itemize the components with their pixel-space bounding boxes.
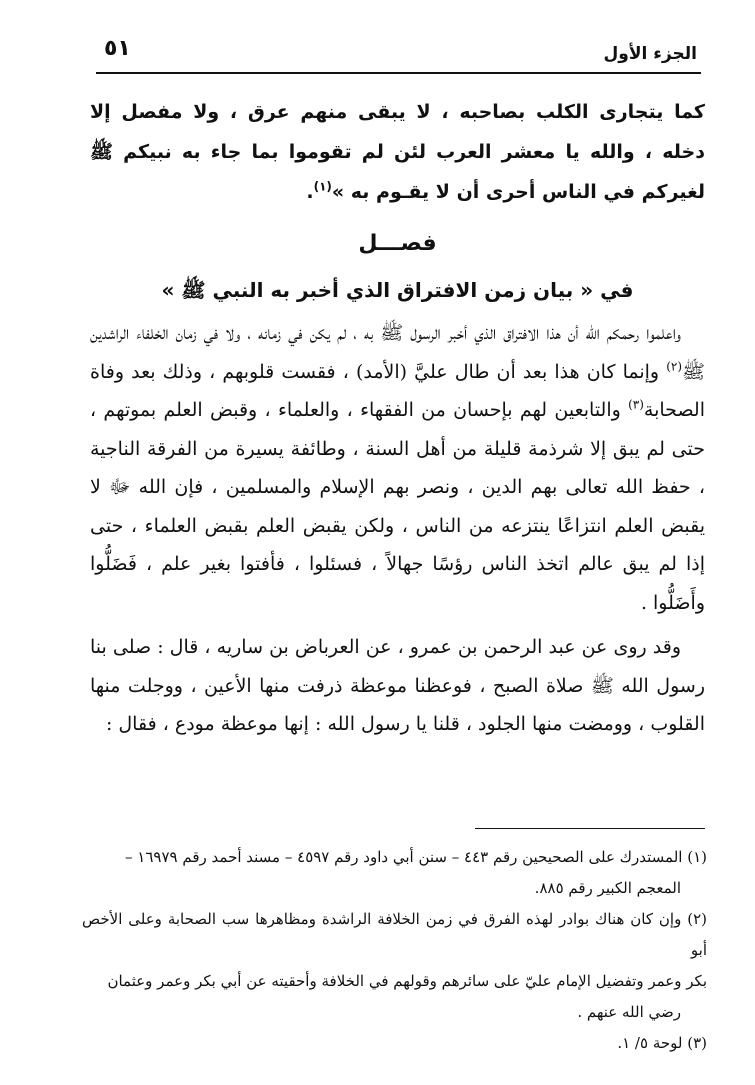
- section-subheading: في « بيان زمن الافتراق الذي أخبر به النبي ﷺ »: [161, 278, 634, 302]
- footnote-2: (٢) وإن كان هناك بوادر لهذه الفرق في زمن الخلافة الراشدة ومظاهرها سب الصحابة وعلى الأخص أبو: [82, 910, 707, 959]
- paragraph-text: وإنما كان هذا بعد أن طال عليَّ (الأمد) ، فقست قلوبهم ، وذلك بعد وفاة الصحابة: [90, 360, 705, 421]
- footnote-1-continued: المعجم الكبير رقم ٨٨٥.: [534, 879, 681, 897]
- page-number: ٥١: [104, 36, 131, 61]
- paragraph-text: واعلموا رحمكم الله أن هذا الافتراق الذي أخبر الرسول ﷺ به ، لم يكن في زمانه ، ولا في زمان الخلفاء الراشدين ﷺ: [90, 322, 705, 383]
- footnote-divider: [475, 828, 705, 829]
- main-text: [90, 92, 705, 744]
- paragraph-quote-end: [90, 92, 705, 212]
- footnote-1: (١) المستدرك على الصحيحين رقم ٤٤٣ – سنن أبي داود رقم ٤٥٩٧ – مسند أحمد رقم ١٦٩٧٩ –: [125, 848, 707, 866]
- section-heading: فصـــل: [358, 231, 437, 256]
- paragraph-text: والتابعين لهم بإحسان من الفقهاء ، والعلماء ، وقبض العلم بموتهم ، حتى لم يبق إلا شرذمة قليلة من أهل السنة ، وطائفة يسيرة من الفرقة الناجية ، حفظ الله تعالى بهم الدين ، ونصر بهم الإسلام والمسلمين ، فإن الله ﷻ لا يقبض العلم انتزاعًا ينتزعه من الناس ، ولكن يقبض العلم بقبض العلماء ، حتى إذا لم يبق عالم اتخذ الناس رؤسًا جهالاً ، فسئلوا ، فأفتوا بغير علم ، فَضَلُّوا وأَضَلُّوا .: [90, 399, 705, 614]
- footnote-ref: (٣): [628, 397, 644, 412]
- footnote-3: (٣) لوحة ٥/ ١.: [617, 1034, 707, 1052]
- footnote-ref: (١): [313, 179, 332, 194]
- paragraph-hadith: [90, 628, 705, 744]
- footnote-2-continued: بكر وعمر وتفضيل الإمام عليّ على سائرهم وقولهم في الخلافة وأحقيته عن أبي بكر وعمر وعثمان: [107, 972, 707, 990]
- footnotes: [82, 842, 707, 1059]
- page-header: [96, 32, 701, 74]
- paragraph-end: .: [306, 181, 314, 203]
- paragraph-body: [90, 314, 705, 622]
- footnote-2-end: رضي الله عنهم .: [577, 1003, 681, 1021]
- paragraph-text: وقد روى عن عبد الرحمن بن عمرو ، عن العرباض بن ساريه ، قال : صلى بنا رسول الله ﷺ صلاة الصبح ، فوعظنا موعظة ذرفت منها الأعين ، ووجلت منها القلوب ، وومضت منها الجلود ، قلنا يا رسول الله : إنها موعظة مودع ، فقال :: [90, 636, 705, 735]
- footnote-ref: (٢): [666, 359, 683, 374]
- paragraph-text: كما يتجارى الكلب بصاحبه ، لا يبقى منهم عرق ، ولا مفصل إلا دخله ، والله يا معشر العرب لئن لم تقوموا بما جاء به نبيكم ﷺ لغيركم في الناس أحرى أن لا يقـوم به »: [90, 101, 705, 203]
- running-title: الجزء الأول: [603, 44, 697, 64]
